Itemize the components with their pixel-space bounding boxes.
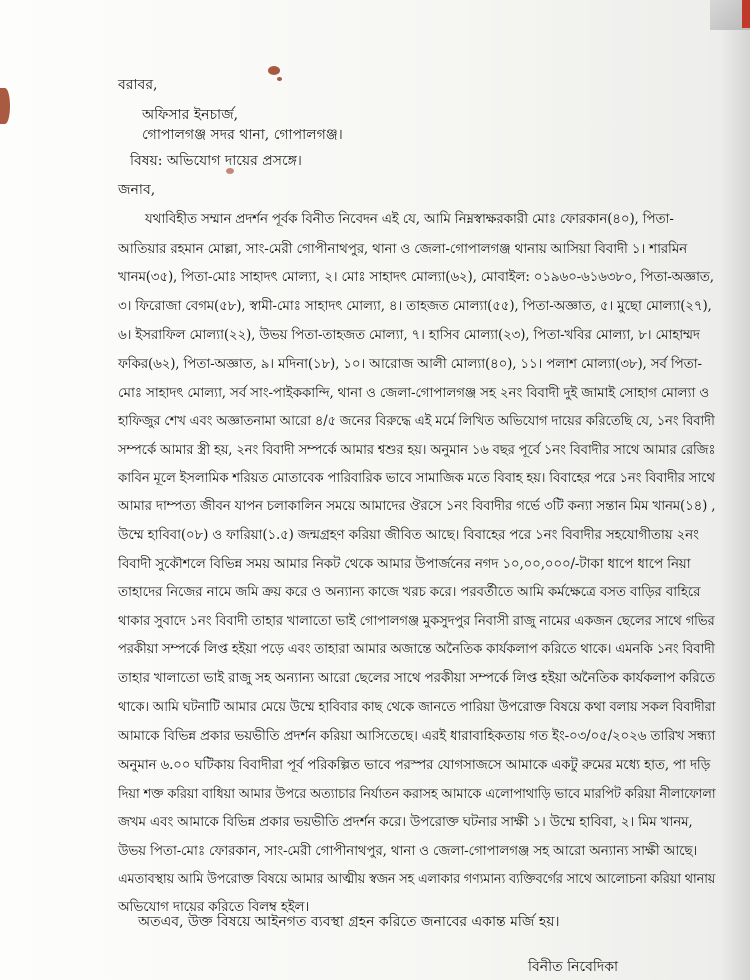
body-line: ফকির(৬২), পিতা-অজ্ঞাত, ৯। মদিনা(১৮), ১০। আরোজ আলী মোল্যা(৪০), ১১। পলাশ মোল্যা(৩৮), সর্ব পিতা- bbox=[118, 356, 702, 372]
signoff: বিনীত নিবেদিকা bbox=[528, 959, 619, 975]
body-line: উম্মে হাবিবা(০৮) ও ফারিয়া(১.৫) জন্মগ্রহণ করিয়া জীবিত আছে। বিবাহের পরে ১নং বিবাদীর সহযোগীতায় ২নং bbox=[118, 527, 699, 543]
body-line: তাহার খালাতো ভাই রাজু সহ অন্যান্য আরো ছেলের সাথে পরকীয়া সম্পর্কে লিপ্ত হইয়া অনৈতিক কার্যকলাপ করিতে bbox=[118, 670, 715, 686]
stain-mark bbox=[268, 66, 280, 75]
body-line: বিবাদী সুকৌশলে বিভিন্ন সময় আমার নিকট থেকে আমার উপার্জনের নগদ ১০,০০,০০০/-টাকা ধাপে ধাপে নিয়া bbox=[118, 556, 691, 572]
closing-line: অতএব, উক্ত বিষয়ে আইনগত ব্যবস্থা গ্রহন করিতে জনাবের একান্ত মর্জি হয়। bbox=[138, 914, 560, 930]
body-line: হাফিজুর শেখ এবং অজ্ঞাতনামা আরো ৪/৫ জনের বিরুদ্ধে এই মর্মে লিখিত অভিযোগ দায়ের করিতেছি যে, ১নং বিবাদী bbox=[118, 413, 715, 429]
body-line: আমার দাম্পত্য জীবন যাপন চলাকালিন সময়ে আমাদের ঔরসে ১নং বিবাদীর গর্ভে ৩টি কন্যা সন্তান মিম খানম(১৪) , bbox=[118, 498, 716, 514]
body-line: পরকীয়া সম্পর্কে লিপ্ত হইয়া পড়ে এবং তাহারা আমার অজান্তে অনৈতিক কার্যকলাপ করিতে থাকে। এমনকি ১নং বিবাদী bbox=[118, 641, 715, 657]
body-line: সম্পর্কে আমার স্ত্রী হয়, ২নং বিবাদী সম্পর্কে আমার শ্বশুর হয়। অনুমান ১৬ বছর পূর্বে ১নং বিবাদীর সাথে আমার রেজিঃ bbox=[118, 442, 716, 458]
body-line: খানম(৩৫), পিতা-মোঃ সাহাদৎ মোল্যা, ২। মোঃ সাহাদৎ মোল্যা(৬২), মোবাইল: ০১৯৬০-৬১৬৩৮০, পিতা-অজ্ঞাত, bbox=[118, 269, 714, 285]
body-line: আতিয়ার রহমান মোল্লা, সাং-মেরী গোপীনাথপুর, থানা ও জেলা-গোপালগঞ্জ থানায় আসিয়া বিবাদী ১। শারমিন bbox=[118, 241, 688, 257]
body-line: দিয়া শক্ত করিয়া বাধিয়া আমার উপরে অত্যাচার নির্যাতন করাসহ আমাকে এলোপাথাড়ি ভাবে মারপিট করিয়া নীলাফোলা bbox=[118, 786, 716, 802]
body-line: যথাবিহীত সম্মান প্রদর্শন পূর্বক বিনীত নিবেদন এই যে, আমি নিম্নস্বাক্ষরকারী মোঃ ফোরকান(৪০), পিতা- bbox=[145, 211, 674, 227]
body-line: অভিযোগ দায়ের করিতে বিলম্ব হইল। bbox=[118, 899, 310, 915]
salutation: বরাবর, bbox=[118, 77, 158, 93]
body-line: আমাকে বিভিন্ন প্রকার ভয়ভীতি প্রদর্শন করিয়া আসিতেছে। এরই ধারাবাহিকতায় গত ইং-০৩/০৫/২০২৬ তারিখ সন্ধ্যা bbox=[118, 728, 716, 744]
page-shadow bbox=[720, 0, 750, 980]
stain-mark bbox=[0, 88, 10, 124]
body-line: উভয় পিতা-মোঃ ফোরকান, সাং-মেরী গোপীনাথপুর, থানা ও জেলা-গোপালগঞ্জ সহ আরো অন্যান্য সাক্ষী আছে। bbox=[118, 843, 698, 859]
body-line: থাকে। আমি ঘটনাটি আমার মেয়ে উম্মে হাবিবার কাছ থেকে জানতে পারিয়া উপরোক্ত বিষয়ে কথা বলায় সকল বিবাদীরা bbox=[118, 699, 716, 715]
body-line: ৬। ইসরাফিল মোল্যা(২২), উভয় পিতা-তাহজত মোল্যা, ৭। হাসিব মোল্যা(২৩), পিতা-খবির মোল্যা, ৮। মোহাম্মদ bbox=[118, 327, 700, 343]
body-line: অনুমান ৬.০০ ঘটিকায় বিবাদীরা পূর্ব পরিকল্পিত ভাবে পরস্পর যোগসাজসে আমাকে একটু রুমের মধ্যে হাত, পা দড়ি bbox=[118, 757, 711, 773]
recipient-title: অফিসার ইনচার্জ, bbox=[142, 107, 239, 123]
greeting: জনাব, bbox=[118, 182, 156, 198]
body-line: থাকার সুবাদে ১নং বিবাদী তাহার খালাতো ভাই গোপালগঞ্জ মুকসুদপুর নিবাসী রাজু নামের একজন ছেলের সাথে গভির bbox=[118, 613, 715, 629]
body-line: তাহাদের নিজের নামে জমি ক্রয় করে ও অন্যান্য কাজে খরচ করে। পরবর্তীতে আমি কর্মক্ষেত্রে বসত বাড়ির বাহিরে bbox=[118, 584, 701, 600]
body-line: এমতাবস্থায় আমি উপরোক্ত বিষয়ে আমার আত্মীয় স্বজন সহ এলাকার গণ্যমান্য ব্যক্তিবর্গের সাথে আলোচনা করিয়া থানায় bbox=[118, 871, 716, 887]
red-edge-mark bbox=[742, 0, 750, 28]
body-line: কাবিন মূলে ইসলামিক শরিয়ত মোতাবেক পারিবারিক ভাবে সামাজিক মতে বিবাহ হয়। বিবাহের পরে ১নং বিবাদীর সাথে bbox=[118, 470, 715, 486]
subject-line: বিষয়: অভিযোগ দায়ের প্রসঙ্গে। bbox=[130, 153, 302, 169]
body-line: জখম এবং আমাকে বিভিন্ন প্রকার ভয়ভীতি প্রদর্শন করে। উপরোক্ত ঘটনার সাক্ষী ১। উম্মে হাবিবা, ২। মিম খানম, bbox=[118, 814, 693, 830]
recipient-station: গোপালগঞ্জ সদর থানা, গোপালগঞ্জ। bbox=[142, 127, 343, 143]
body-line: মোঃ সাহাদৎ মোল্যা, সর্ব সাং-পাইককান্দি, থানা ও জেলা-গোপালগঞ্জ সহ ২নং বিবাদী দুই জামাই সোহাগ মোল্যা ও bbox=[118, 385, 710, 401]
stain-mark bbox=[277, 77, 282, 81]
body-line: ৩। ফিরোজা বেগম(৫৮), স্বামী-মোঃ সাহাদৎ মোল্যা, ৪। তাহজত মোল্যা(৫৫), পিতা-অজ্ঞাত, ৫। মুছো মোল্যা(২৭), bbox=[118, 298, 712, 314]
